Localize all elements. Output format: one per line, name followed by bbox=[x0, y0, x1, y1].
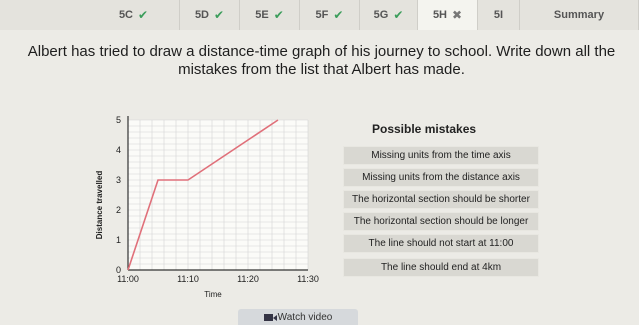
tab-label: 5D bbox=[194, 9, 209, 21]
tick-icon: ✔ bbox=[393, 8, 404, 22]
watch-video-button[interactable] bbox=[238, 309, 358, 325]
mistake-option[interactable]: The line should not start at 11:00 bbox=[343, 234, 539, 253]
tab-label: 5C bbox=[118, 9, 133, 21]
y-tick-label: 0 bbox=[115, 265, 121, 275]
y-tick-label: 2 bbox=[115, 205, 121, 215]
mistake-option[interactable]: The horizontal section should be longer bbox=[343, 212, 539, 231]
tab-label: 5F bbox=[315, 9, 329, 21]
tab-5e[interactable] bbox=[240, 0, 300, 30]
tab-label: 5G bbox=[373, 9, 389, 21]
y-tick-label: 3 bbox=[115, 175, 121, 185]
plot-area bbox=[128, 120, 308, 270]
tab-label: 5H bbox=[432, 9, 447, 21]
x-tick-label: 11:20 bbox=[237, 274, 259, 284]
y-tick-label: 5 bbox=[115, 115, 121, 125]
video-icon bbox=[264, 314, 273, 321]
chart-svg bbox=[88, 110, 338, 310]
tick-icon: ✔ bbox=[333, 8, 344, 22]
y-tick-label: 1 bbox=[115, 235, 121, 245]
tab-5h[interactable] bbox=[418, 0, 478, 30]
tick-icon: ✔ bbox=[214, 8, 225, 22]
tab-label: Summary bbox=[553, 9, 605, 21]
tab-summary[interactable] bbox=[520, 0, 639, 30]
tab-bar bbox=[0, 0, 639, 30]
question-text: Albert has tried to draw a distance-time graph of his journey to school. Write down all the mistakes from the list that Albert has made. bbox=[27, 43, 616, 78]
watch-video-label: Watch video bbox=[277, 311, 333, 323]
tab-5d[interactable] bbox=[180, 0, 240, 30]
mistake-option[interactable]: Missing units from the distance axis bbox=[343, 168, 539, 187]
tab-5c[interactable] bbox=[88, 0, 180, 30]
cross-icon: ✖ bbox=[452, 8, 463, 22]
y-tick-label: 4 bbox=[115, 145, 121, 155]
mistake-option[interactable]: Missing units from the time axis bbox=[343, 146, 539, 165]
tab-label: 5E bbox=[255, 9, 269, 21]
mistakes-title: Possible mistakes bbox=[372, 122, 477, 136]
tab-5g[interactable] bbox=[360, 0, 418, 30]
tick-icon: ✔ bbox=[273, 8, 284, 22]
x-tick-label: 11:00 bbox=[117, 274, 139, 284]
mistake-option[interactable]: The horizontal section should be shorter bbox=[343, 190, 539, 209]
x-tick-label: 11:30 bbox=[297, 274, 319, 284]
distance-time-graph bbox=[88, 110, 338, 310]
tick-icon: ✔ bbox=[138, 8, 149, 22]
tab-label: 5I bbox=[493, 9, 504, 21]
mistake-option[interactable]: The line should end at 4km bbox=[343, 258, 539, 277]
x-tick-label: 11:10 bbox=[177, 274, 199, 284]
x-axis-label: Time bbox=[204, 290, 222, 299]
tab-5i[interactable] bbox=[478, 0, 520, 30]
tab-5f[interactable] bbox=[300, 0, 360, 30]
y-axis-label: Distance travelled bbox=[95, 170, 104, 240]
